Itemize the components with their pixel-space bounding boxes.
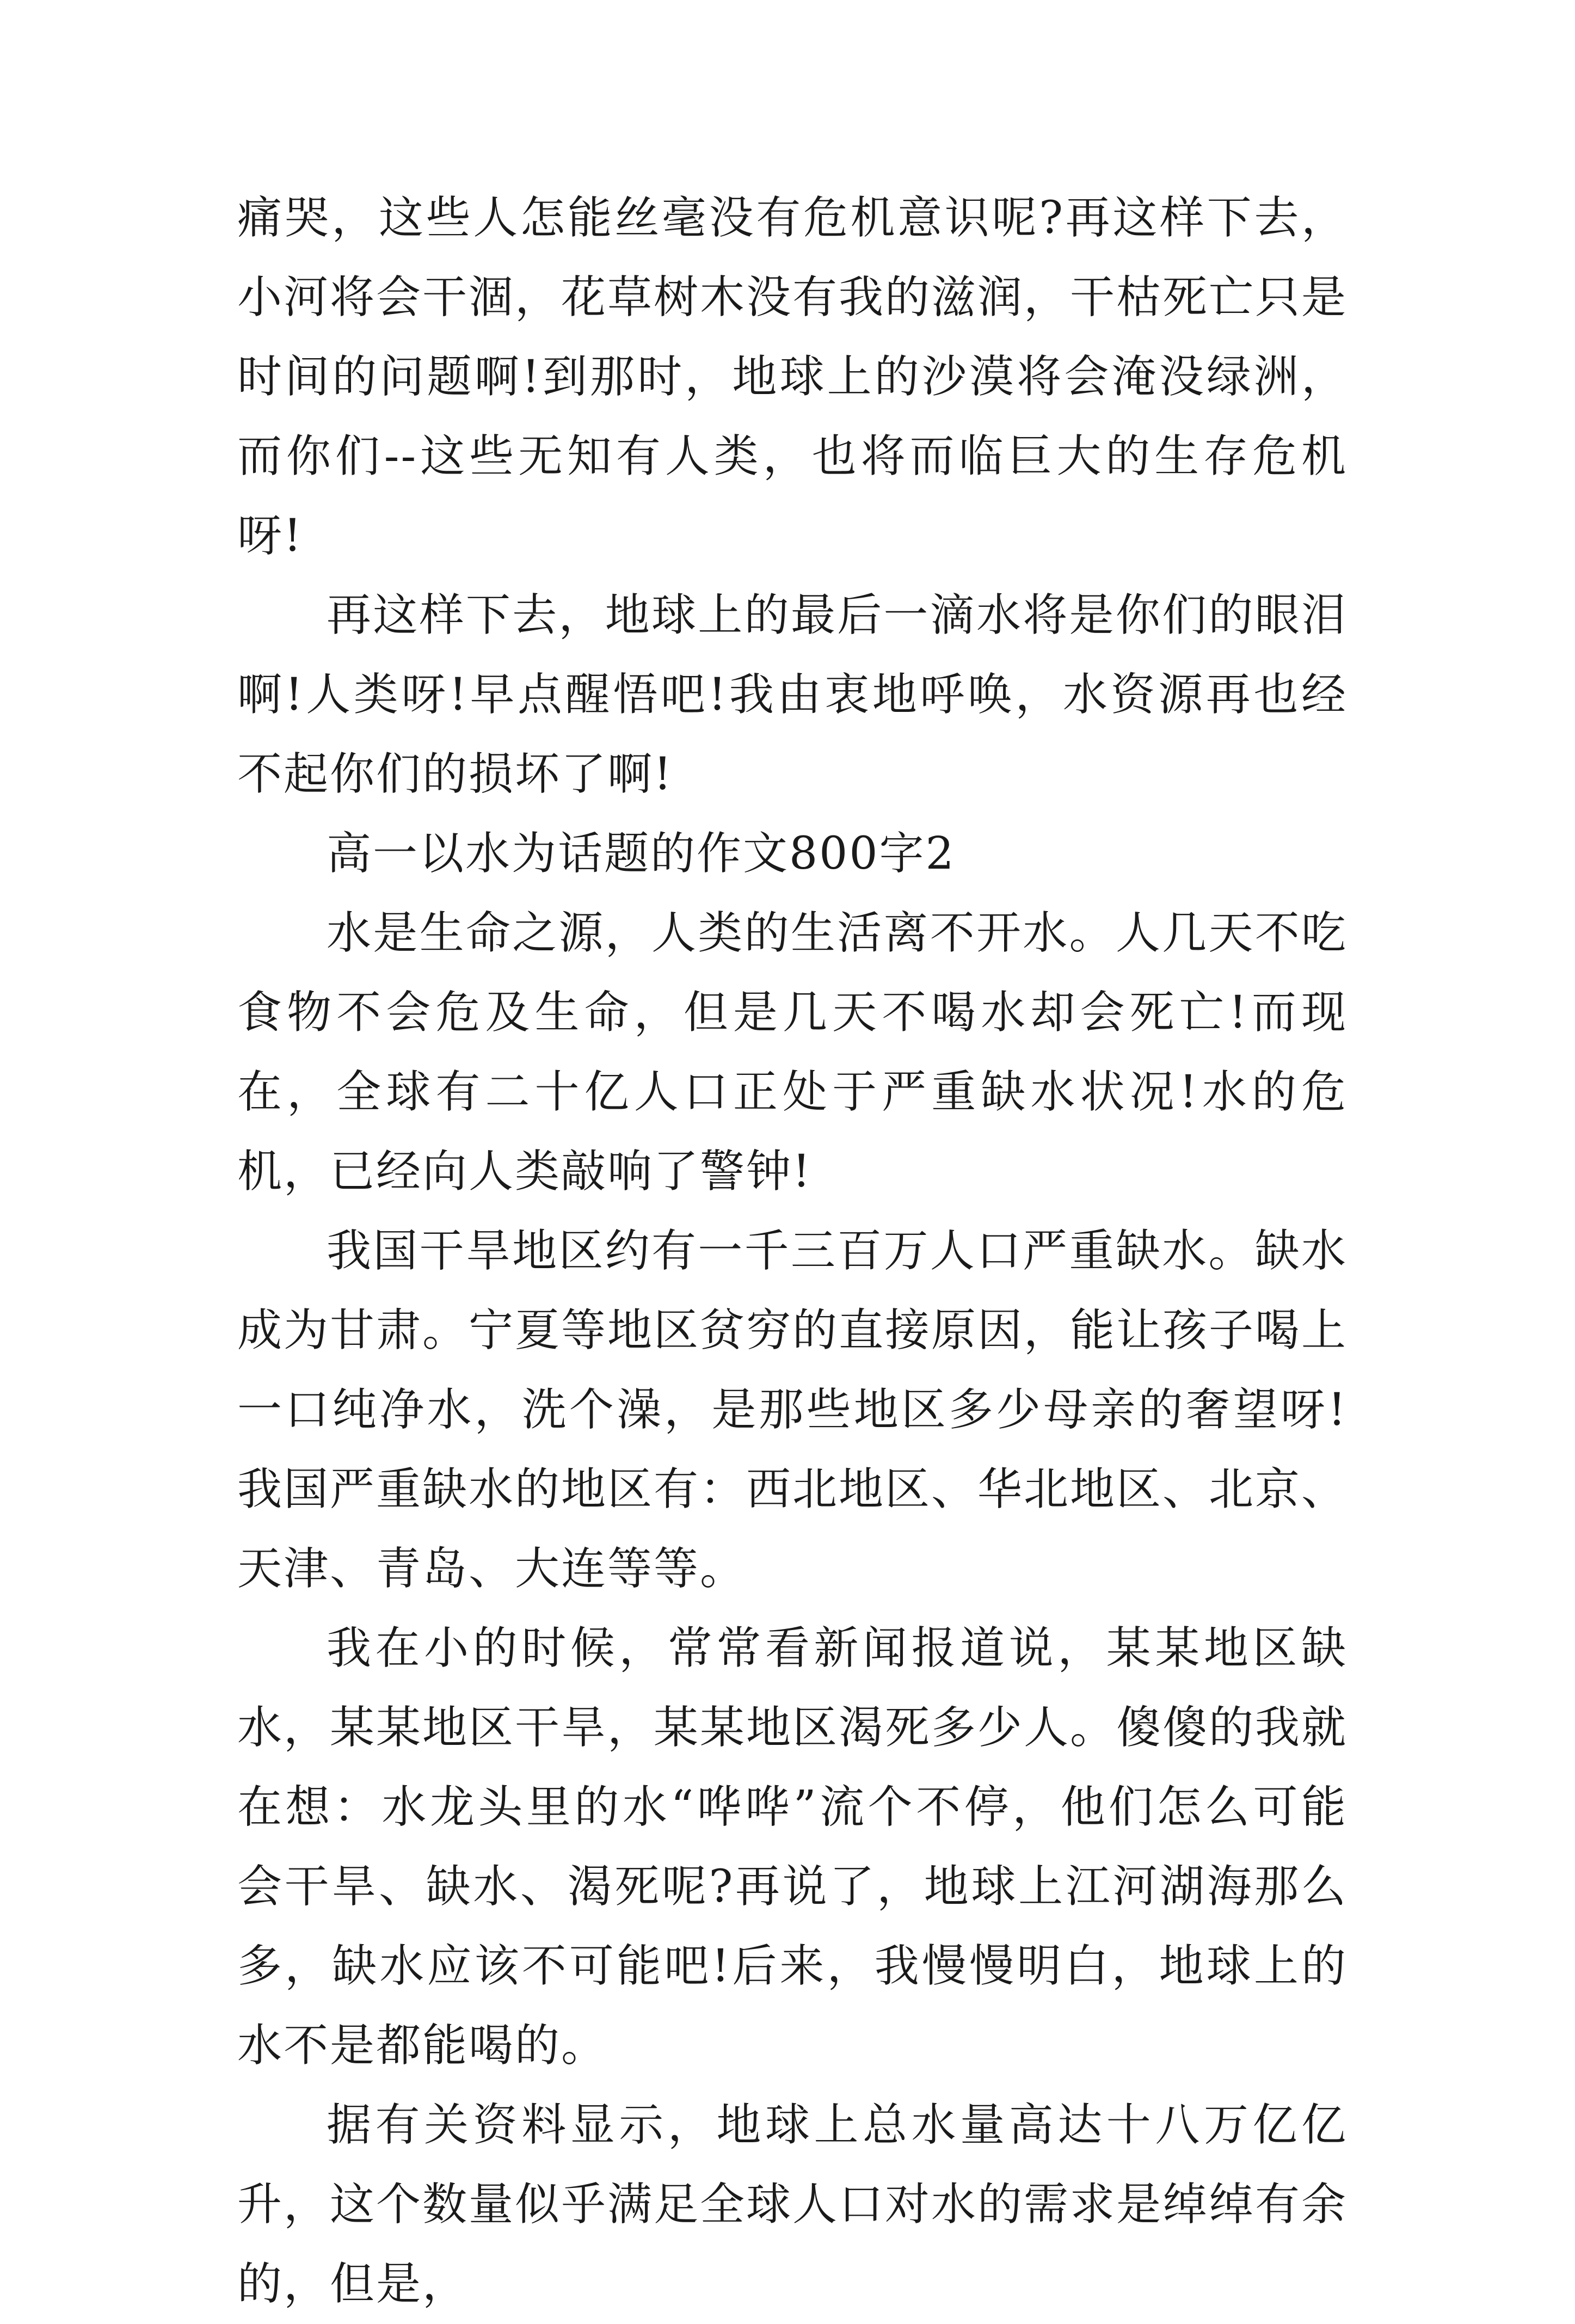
- paragraph-childhood: 我在小的时候，常常看新闻报道说，某某地区缺水，某某地区干旱，某某地区渴死多少人。傻傻的我就在想：水龙头里的水“哗哗”流个不停，他们怎么可能会干旱、缺水、渴死呢?再说了，地球上江河湖海那么多，缺水应该不可能吧!后来，我慢慢明白，地球上的水不是都能喝的。: [237, 1622, 1348, 2071]
- paragraph-source-of-life: 水是生命之源，人类的生活离不开水。人几天不吃食物不会危及生命，但是几天不喝水却会死亡!而现在，全球有二十亿人口正处于严重缺水状况!水的危机，已经向人类敲响了警钟!: [237, 907, 1348, 1197]
- essay-title: 高一以水为话题的作文800字2: [327, 828, 956, 880]
- paragraph-continuation: 痛哭，这些人怎能丝毫没有危机意识呢?再这样下去，小河将会干涸，花草树木没有我的滋润，干枯死亡只是时间的问题啊!到那时，地球上的沙漠将会淹没绿洲，而你们--这些无知有人类，也将而临巨大的生存危机呀!: [237, 192, 1348, 562]
- paragraph-plea: 再这样下去，地球上的最后一滴水将是你们的眼泪啊!人类呀!早点醒悟吧!我由衷地呼唤，水资源再也经不起你们的损坏了啊!: [237, 589, 1348, 800]
- paragraph-drought-regions: 我国干旱地区约有一千三百万人口严重缺水。缺水成为甘肃。宁夏等地区贫穷的直接原因，能让孩子喝上一口纯净水，洗个澡，是那些地区多少母亲的奢望呀!我国严重缺水的地区有：西北地区、华北地区、北京、天津、青岛、大连等等。: [237, 1225, 1348, 1595]
- paragraph-statistics: 据有关资料显示，地球上总水量高达十八万亿亿升，这个数量似乎满足全球人口对水的需求是绰绰有余的，但是，: [237, 2099, 1348, 2310]
- document-body: [237, 179, 1348, 2324]
